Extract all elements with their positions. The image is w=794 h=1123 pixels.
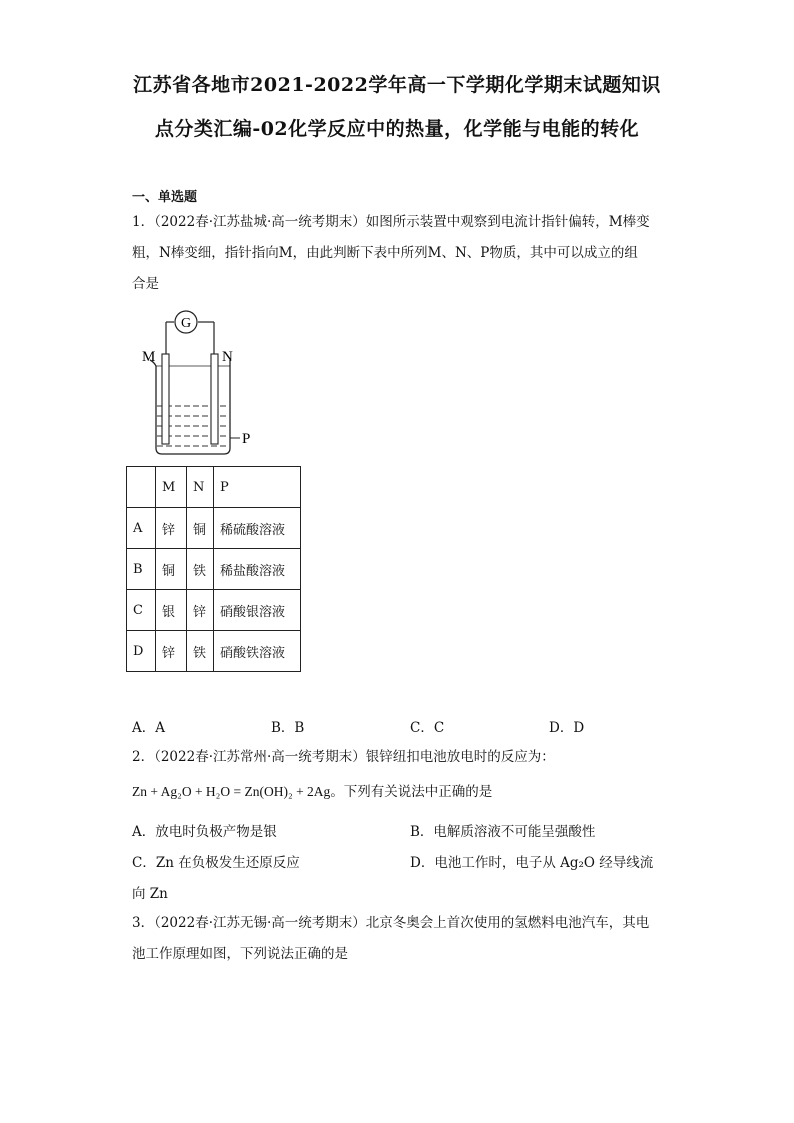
table-cell: 铁 <box>187 549 214 590</box>
table-cell: A <box>127 508 156 549</box>
galvanometer-label: G <box>180 316 192 331</box>
table-row <box>127 549 301 590</box>
q1-options-table <box>126 466 301 672</box>
q2-option-d[interactable]: D．电池工作时，电子从 Ag₂O 经导线流 <box>410 855 654 871</box>
table-row <box>127 590 301 631</box>
q2-option-c[interactable]: C．Zn 在负极发生还原反应 <box>132 855 300 871</box>
table-cell: 硝酸银溶液 <box>214 590 301 631</box>
section-heading: 一、单选题 <box>132 190 198 205</box>
q1-text-line2: 粗，N棒变细，指针指向M，由此判断下表中所列M、N、P物质，其中可以成立的组 <box>132 245 638 261</box>
q1-option-b[interactable]: B．B <box>271 720 305 736</box>
table-cell: C <box>127 590 156 631</box>
table-header-cell <box>127 467 156 508</box>
table-header-row <box>127 467 301 508</box>
galvanic-cell-diagram <box>136 308 266 460</box>
table-cell: 银 <box>156 590 187 631</box>
table-row <box>127 631 301 672</box>
q2-equation-line <box>132 782 492 802</box>
table-cell: 硝酸铁溶液 <box>214 631 301 672</box>
q2-equation-suffix: 。下列有关说法中正确的是 <box>330 784 493 800</box>
q2-equation: Zn + Ag₂O + H₂O = Zn(OH)₂ + 2Ag <box>132 784 331 799</box>
q3-text-line1: 3．（2022春·江苏无锡·高一统考期末）北京冬奥会上首次使用的氢燃料电池汽车，其电 <box>132 915 650 931</box>
table-cell: 锌 <box>187 590 214 631</box>
rod-n <box>211 354 218 444</box>
table-cell: D <box>127 631 156 672</box>
table-cell: 稀盐酸溶液 <box>214 549 301 590</box>
rod-m-label: M <box>142 349 156 365</box>
q3-text-line2: 池工作原理如图，下列说法正确的是 <box>132 946 348 962</box>
q1-option-d[interactable]: D．D <box>549 720 585 736</box>
solution-p-label: P <box>242 431 251 447</box>
table-cell: 铜 <box>156 549 187 590</box>
table-header-cell: P <box>214 467 301 508</box>
rod-n-label: N <box>222 349 233 365</box>
table-cell: 稀硫酸溶液 <box>214 508 301 549</box>
table-row <box>127 508 301 549</box>
table-cell: B <box>127 549 156 590</box>
q1-text-line1: 1．（2022春·江苏盐城·高一统考期末）如图所示装置中观察到电流计指针偏转，M棒变 <box>132 214 650 230</box>
table-cell: 铁 <box>187 631 214 672</box>
rod-m <box>162 354 169 444</box>
q2-option-b[interactable]: B．电解质溶液不可能呈强酸性 <box>410 824 596 840</box>
table-header-cell: N <box>187 467 214 508</box>
q1-option-a[interactable]: A．A <box>132 720 165 736</box>
q2-option-d-continued: 向 Zn <box>132 886 168 902</box>
document-title-line2: 点分类汇编-02化学反应中的热量，化学能与电能的转化 <box>154 118 640 140</box>
q2-option-a[interactable]: A．放电时负极产物是银 <box>132 824 277 840</box>
document-title-line1: 江苏省各地市2021-2022学年高一下学期化学期末试题知识 <box>133 74 661 96</box>
q1-text-line3: 合是 <box>132 276 159 292</box>
table-header-cell: M <box>156 467 187 508</box>
q2-text-line1: 2．（2022春·江苏常州·高一统考期末）银锌纽扣电池放电时的反应为： <box>132 749 555 765</box>
q1-option-c[interactable]: C．C <box>410 720 445 736</box>
table-cell: 铜 <box>187 508 214 549</box>
table-cell: 锌 <box>156 508 187 549</box>
table-cell: 锌 <box>156 631 187 672</box>
